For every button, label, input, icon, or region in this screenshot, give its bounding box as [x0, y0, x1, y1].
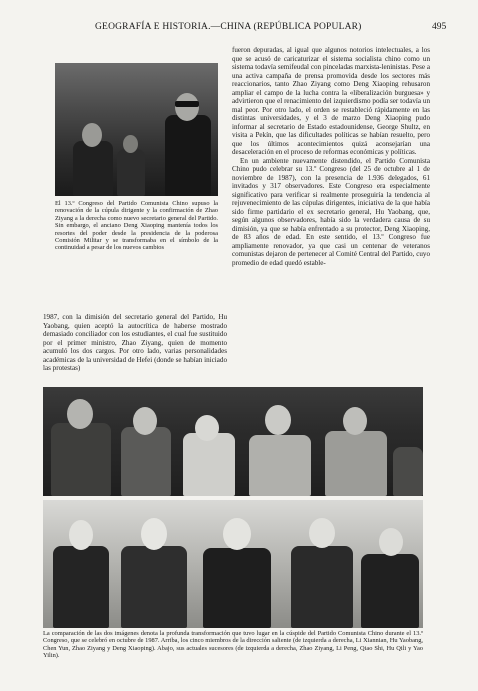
- leader-figure: [249, 435, 311, 496]
- leader-figure: [291, 546, 353, 628]
- leader-head: [141, 518, 167, 550]
- congress-speaker-photo: [55, 63, 218, 196]
- paragraph: 1987, con la dimisión del secretario general del Partido, Hu Yaobang, quien aceptó la autocrítica de haberse mostrado demasiado conciliador con los estudiantes, el cual fue sustituido por el primer ministro, Zhao Ziyang, quien de momento acumuló los dos cargos. Por otro lado, varias personalidades académicas de la universidad de Hefei (donde se habían iniciado las protestas): [43, 313, 227, 372]
- figure-head-right: [175, 93, 199, 121]
- photo-caption-bottom: La comparación de las dos imágenes denota la profunda transformación que tuvo lugar en la cúspide del Partido Comunista Chino durante el 13.º Congreso, que se celebró en octubre de 1987. Arriba, los cinco miembros de la dirección saliente (de izquierda a derecha, Li Xiannian, Hu Yaobang, Chen Yun, Zhao Ziyang y Deng Xiaoping). Abajo, sus actuales sucesores (de izquierda a derecha, Zhao Ziyang, Li Peng, Qiao Shi, Hu Qili y Yao Yilin).: [43, 630, 423, 660]
- article-text-right: [232, 46, 430, 376]
- glasses-shape: [175, 101, 199, 107]
- leader-head: [69, 520, 93, 550]
- outgoing-leadership-photo: [43, 387, 423, 496]
- leader-head: [265, 405, 291, 435]
- paragraph: fueron depuradas, al igual que algunos notorios intelectuales, a los que se acusó de caricaturizar el sistema socialista chino como un sistema todavía semifeudal con pinceladas marxista-leninistas. Pese a una activa campaña de prensa promovida desde los sectores más reaccionarios, tanto Zhao Ziyang como Deng Xiaoping rehusaron ampliar el campo de la lucha contra la «liberalización burguesa» y advirtieron que el renacimiento del izquierdismo podía ser todavía un mal peor. Por otro lado, el orden se restableció rápidamente en las distintas universidades, y el 3 de marzo Deng Xiaoping pudo informar al secretario de Estado estadounidense, George Shultz, en visita a Pekín, que las dificultades políticas se habían resuelto, pero que los últimos acontecimientos quizá aconsejarían una desaceleración en el proceso de reformas económicas y políticas.: [232, 46, 430, 156]
- leader-figure: [121, 546, 187, 628]
- article-text-left: [43, 313, 227, 375]
- seated-figure-middle: [117, 149, 145, 196]
- leader-head: [67, 399, 93, 429]
- leader-figure: [183, 433, 235, 496]
- leader-figure: [325, 431, 387, 496]
- leader-figure: [203, 548, 271, 628]
- leader-head: [195, 415, 219, 441]
- leader-head: [309, 518, 335, 548]
- standing-figure-right: [165, 115, 211, 196]
- photo-caption-top: El 13.º Congreso del Partido Comunista Chino supuso la renovación de la cúpula dirigente y la confirmación de Zhao Ziyang a la derecha como nuevo secretario general del Partido. Sin embargo, el anciano Deng Xiaoping mantenía todos los resortes del poder desde la presidencia de la poderosa Comisión Militar y se transformaba en el símbolo de la continuidad a pesar de los nuevos cambios: [55, 200, 218, 252]
- leader-figure: [393, 447, 423, 496]
- leader-figure: [121, 427, 171, 496]
- running-head: GEOGRAFÍA E HISTORIA.—CHINA (REPÚBLICA POPULAR): [95, 22, 362, 32]
- leader-figure: [53, 546, 109, 628]
- leader-head: [223, 518, 251, 550]
- leader-head: [133, 407, 157, 435]
- leader-figure: [51, 423, 111, 496]
- paragraph: En un ambiente nuevamente distendido, el Partido Comunista Chino pudo celebrar su 13.º Congreso (del 25 de octubre al 1 de noviembre de 1987), con la presencia de 1.936 delegados, 61 invitados y 317 observadores. Este Congreso era especialmente significativo para verificar si realmente proseguiría la tendencia al rejuvenecimiento de las cúpulas dirigentes, iniciativa de la que había sido firme partidario el ex secretario general, Hu Yaobang, que, según algunos observadores, había sido la verdadera causa de su dimisión, ya que se había enfrentado a su protector, Deng Xiaoping, de 83 años de edad. En este sentido, el 13.º Congreso fue ampliamente renovador, ya que casi un centenar de veteranos comunistas dejaron de pertenecer al Comité Central del Partido, cuyo promedio de edad quedó estable-: [232, 156, 430, 267]
- new-leadership-photo: [43, 500, 423, 628]
- seated-figure-left: [73, 141, 113, 196]
- leader-head: [379, 528, 403, 556]
- figure-head-middle: [123, 135, 138, 153]
- leader-head: [343, 407, 367, 435]
- leader-figure: [361, 554, 419, 628]
- page-number: 495: [432, 22, 447, 32]
- figure-head-left: [82, 123, 102, 147]
